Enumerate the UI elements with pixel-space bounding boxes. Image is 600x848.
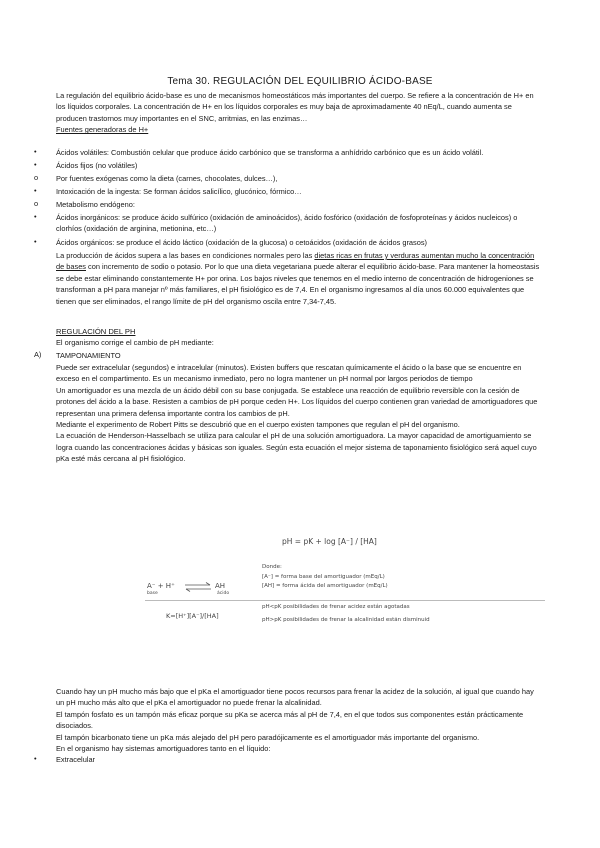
intro-text: La regulación del equilibrio ácido-base es uno de mecanismos homeostáticos más importantes del cuerpo. Se refiere a la concentración de H+ en los líquidos corporales. La concentración de H+ en los líquidos corporales es muy baja de aproximadamente 40 nEq/L, cuando aumenta se producen trastornos muy importantes en el SNC, arritmias, en las enzimas… [56, 91, 534, 123]
tampon-p4: La ecuación de Henderson-Hasselbach se utiliza para calcular el pH de una solución amortiguadora. La mayor capacidad de amortiguamiento se logra cuando las concentraciones ácidas y básicas son iguales. Según esta ecuación el mejor sistema de taponamiento fisiológico será aquel cuyo pKa esté más cercana al pH fisiológico. [56, 431, 537, 464]
list-item: Ácidos volátiles: Combustión celular que produce ácido carbónico que se transforma a anhídrido carbónico que es un ácido volátil. [56, 148, 484, 157]
section-a-marker: A) [34, 350, 42, 359]
list-marker: • [34, 212, 37, 221]
fuentes-heading: Fuentes generadoras de H+ [56, 125, 149, 135]
after-p4: En el organismo hay sistemas amortiguadores tanto en el líquido: [56, 744, 271, 754]
list-marker: • [34, 237, 37, 246]
list-item: Por fuentes exógenas como la dieta (carnes, chocolates, dulces…), [56, 174, 278, 183]
list-item: Ácidos orgánicos: se produce el ácido láctico (oxidación de la glucosa) o cetoácidos (oxidación de ácidos grasos) [56, 238, 427, 247]
list-item: Ácidos inorgánicos: se produce ácido sulfúrico (oxidación de aminoácidos), ácido fosfórico (oxidación de fosfoproteínas y ácidos nucleicos) o clorhíos (oxidación de arginina, metionina, etc…) [56, 213, 518, 234]
list-item: Ácidos fijos (no volátiles) [56, 161, 138, 170]
definition-base: [A⁻] = forma base del amortiguador (mEq/L) [262, 574, 385, 580]
produccion-text-b: con incremento de sodio o potasio. Por lo que una dieta vegetariana puede alterar el equilibrio ácido-base. Para mantener la homeostasis se debe estar eliminando constantemente H+ por orina. Los bajos niveles que tenemos en el medio interno de concentración de hidrogeniones se transforman a pH para manejar nº más familiares, el pH fisiológico es de 7,4. En el organismo ingresamos al día unos 60.000 equivalentes que tienen que ser eliminados, el rango límite de pH del organismo oscila entre 7,34-7,45. [56, 262, 540, 306]
list-marker: • [34, 160, 37, 169]
list-item-extracelular: Extracelular [56, 755, 96, 764]
equilibrium-constant: K=[H⁺][A⁻]/[HA] [166, 612, 219, 620]
list-item: Metabolismo endógeno: [56, 200, 135, 209]
equilibrium-arrow-icon [183, 581, 213, 593]
produccion-underlined: dietas ricas en frutas y verduras aumentan mucho la concentración de bases [56, 251, 535, 272]
reaction-right-sub: ácido [217, 591, 230, 596]
produccion-text-a: La producción de ácidos supera a las bases en condiciones normales pero las [56, 251, 315, 260]
hh-equation: pH = pK + log [A⁻] / [HA] [282, 537, 377, 546]
produccion-paragraph [56, 250, 544, 307]
list-item: Intoxicación de la ingesta: Se forman ácidos salicílico, glucónico, fórmico… [56, 187, 302, 196]
regulacion-intro: El organismo corrige el cambio de pH mediante: [56, 338, 214, 348]
condition-acid: pH<pK posibilidades de frenar acidez están agotadas [262, 604, 410, 610]
list-marker: o [34, 173, 39, 182]
donde-label: Donde: [262, 564, 282, 570]
section-a-title: TAMPONAMIENTO [56, 351, 121, 360]
regulacion-section [56, 326, 544, 349]
page-title: Tema 30. REGULACIÓN DEL EQUILIBRIO ÁCIDO-BASE [167, 76, 433, 87]
list-marker: • [34, 186, 37, 195]
reaction-left-sub: base [147, 591, 158, 596]
figure-divider [145, 600, 545, 601]
list-marker: o [34, 199, 39, 208]
condition-base: pH>pK posibilidades de frenar la alcalinidad están disminuid [262, 617, 430, 623]
regulacion-heading: REGULACIÓN DEL PH [56, 327, 136, 336]
after-p2: El tampón fosfato es un tampón más eficaz porque su pKa se acerca más al pH de 7,4, en el que todos sus componentes están prácticamente disociados. [56, 709, 524, 731]
list-marker: • [34, 147, 37, 156]
tampon-paragraphs [56, 362, 544, 465]
after-figure-paragraphs [56, 686, 544, 754]
tampon-p3: Mediante el experimento de Robert Pitts se descubrió que en el cuerpo existen tampones que regulan el pH del organismo. [56, 420, 460, 430]
reaction-left: A⁻ + H⁺ [147, 582, 175, 590]
definition-acid: [AH] = forma ácida del amortiguador (mEq/L) [262, 583, 388, 589]
tampon-p2: Un amortiguador es una mezcla de un ácido débil con su base conjugada. Se establece una reacción de equilibrio reversible con la cesión de protones del ácido a la base. Resisten a cambios de pH porque ceden H+. Los líquidos del cuerpo contienen gran variedad de amortiguadores que representan una primera defensa importante contra los cambios de pH. [56, 385, 538, 418]
reaction-right: AH [215, 582, 226, 590]
after-p3: El tampón bicarbonato tiene un pKa más alejado del pH pero paradójicamente es el amortiguador más importante del organismo. [56, 732, 480, 742]
intro-paragraph [56, 90, 544, 136]
tampon-p1: Puede ser extracelular (segundos) e intracelular (minutos). Existen buffers que rescatan químicamente el ácido o la base que se encuentre en exceso en el compartimento. Es un mecanismo inmediato, pero no logra mantener un pH normal por largos periodos de tiempo [56, 363, 522, 384]
list-marker: • [34, 754, 37, 763]
after-p1: Cuando hay un pH mucho más bajo que el pKa el amortiguador tiene pocos recursos para frenar la acidez de la solución, al igual que cuando hay un pH mucho más alto que el pKa el amortiguador no puede frenar la alcalinidad. [56, 687, 534, 708]
